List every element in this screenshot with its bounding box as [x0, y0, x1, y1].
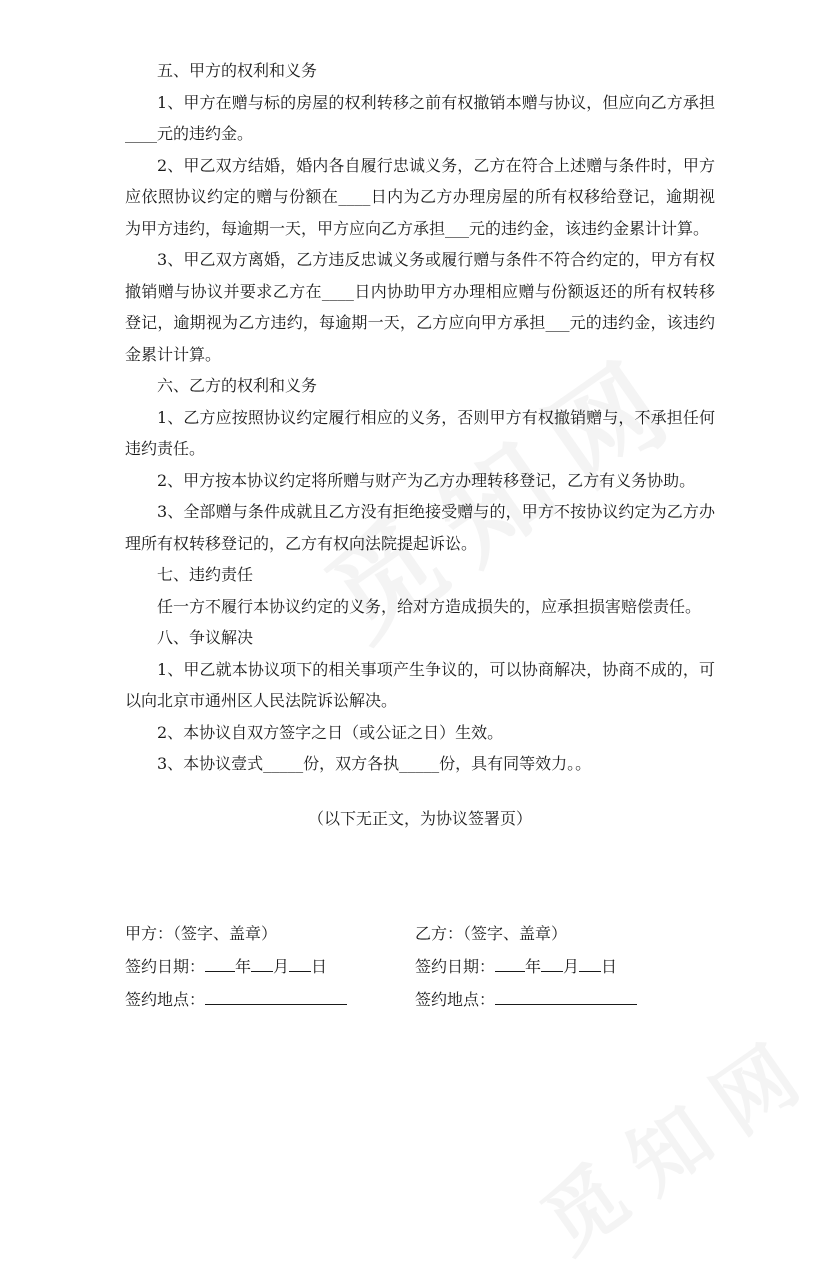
- section-heading-7: 七、违约责任: [157, 565, 254, 584]
- party-a-signature: 甲方：（签字、盖章）: [125, 924, 278, 943]
- clause-7: 任一方不履行本协议约定的义务，给对方造成损失的，应承担损害赔偿责任。: [157, 596, 702, 616]
- clause-5-1: 1、甲方在赠与标的房屋的权利转移之前有权撤销本赠与协议，但应向乙方承担____元的违约金。: [125, 92, 715, 143]
- party-b-place: [415, 983, 705, 1016]
- party-a-place: [125, 983, 415, 1016]
- party-a-date: [125, 950, 415, 983]
- signature-page-note: （以下无正文，为协议签署页）: [307, 808, 532, 828]
- place-blank: [205, 986, 347, 1005]
- agreement-body: [125, 55, 715, 834]
- party-b-date: [415, 950, 705, 983]
- month-blank: [541, 953, 563, 972]
- month-blank: [251, 953, 273, 972]
- watermark-secondary: [515, 1001, 830, 1274]
- year-label: 年: [235, 957, 252, 976]
- day-blank: [579, 953, 601, 972]
- section-heading-6: 六、乙方的权利和义务: [157, 376, 318, 395]
- date-row: [125, 950, 715, 983]
- place-label: 签约地点：: [125, 990, 206, 1009]
- party-row: [125, 917, 715, 950]
- year-blank: [205, 953, 235, 972]
- day-label: 日: [601, 957, 618, 976]
- month-label: 月: [563, 957, 580, 976]
- place-label: 签约地点：: [415, 990, 496, 1009]
- day-label: 日: [311, 957, 328, 976]
- place-row: [125, 983, 715, 1016]
- section-heading-8: 八、争议解决: [157, 628, 254, 647]
- clause-8-1: 1、甲乙就本协议项下的相关事项产生争议的，可以协商解决，协商不成的，可以向北京市通州区人民法院诉讼解决。: [125, 659, 715, 710]
- year-label: 年: [525, 957, 542, 976]
- clause-8-3: 3、本协议壹式_____份，双方各执_____份，具有同等效力。。: [157, 754, 592, 773]
- month-label: 月: [273, 957, 290, 976]
- section-heading-5: 五、甲方的权利和义务: [157, 61, 318, 80]
- signature-block: [125, 917, 715, 1016]
- party-b-signature: 乙方：（签字、盖章）: [415, 924, 568, 943]
- date-label: 签约日期：: [415, 957, 496, 976]
- clause-5-3: 3、甲乙双方离婚，乙方违反忠诚义务或履行赠与条件不符合约定的，甲方有权撤销赠与协议并要求乙方在____日内协助甲方办理相应赠与份额返还的所有权转移登记，逾期视为乙方违约，每逾期一天，乙方应向甲方承担___元的违约金，该违约金累计计算。: [125, 250, 715, 364]
- clause-6-1: 1、乙方应按照协议约定履行相应的义务，否则甲方有权撤销赠与，不承担任何违约责任。: [125, 407, 715, 458]
- clause-5-2: 2、甲乙双方结婚，婚内各自履行忠诚义务，乙方在符合上述赠与条件时，甲方应依照协议约定的赠与份额在____日内为乙方办理房屋的所有权移给登记，逾期视为甲方违约，每逾期一天，甲方应向乙方承担___元的违约金，该违约金累计计算。: [125, 155, 715, 238]
- clause-6-2: 2、甲方按本协议约定将所赠与财产为乙方办理转移登记，乙方有义务协助。: [157, 470, 696, 490]
- clause-8-2: 2、本协议自双方签字之日（或公证之日）生效。: [157, 722, 504, 742]
- year-blank: [495, 953, 525, 972]
- place-blank: [495, 986, 637, 1005]
- date-label: 签约日期：: [125, 957, 206, 976]
- clause-6-3: 3、全部赠与条件成就且乙方没有拒绝接受赠与的，甲方不按协议约定为乙方办理所有权转移登记的，乙方有权向法院提起诉讼。: [125, 502, 715, 553]
- day-blank: [289, 953, 311, 972]
